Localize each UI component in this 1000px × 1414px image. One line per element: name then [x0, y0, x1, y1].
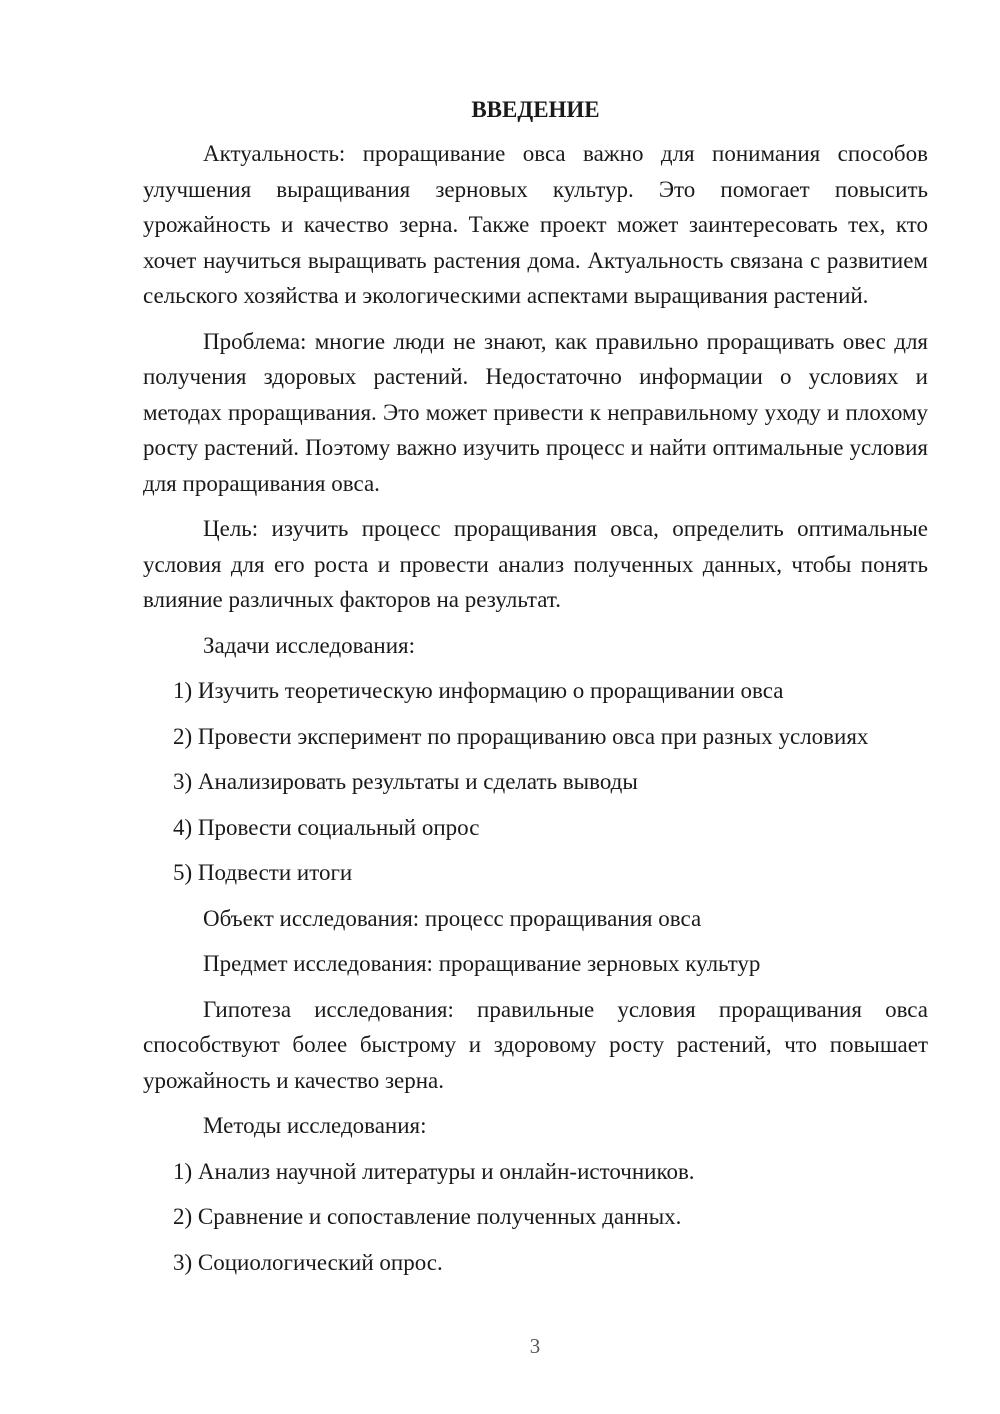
task-item-5: 5) Подвести итоги — [173, 860, 353, 885]
method-item-1: 1) Анализ научной литературы и онлайн-источников. — [173, 1158, 695, 1184]
task-item-1: 1) Изучить теоретическую информацию о проращивании овса — [173, 678, 784, 703]
hypothesis-paragraph: Гипотеза исследования: правильные условия проращивания овса способствуют более быстрому и здоровому росту растений, что повышает урожайность и качество зерна. — [143, 996, 928, 1093]
page-number: 3 — [529, 1334, 541, 1358]
document-page — [143, 95, 928, 1290]
problem-paragraph: Проблема: многие люди не знают, как правильно проращивать овес для получения здоровых растений. Недостаточно информации о условиях и методах проращивания. Это может привести к неправильному уходу и плохому росту растений. Поэтому важно изучить процесс и найти оптимальные условия для проращивания овса. — [143, 328, 928, 496]
methods-heading: Методы исследования: — [203, 1113, 427, 1138]
task-item-2: 2) Провести эксперимент по проращиванию овса при разных условиях — [173, 723, 869, 749]
section-title: ВВЕДЕНИЕ — [471, 97, 600, 122]
tasks-heading: Задачи исследования: — [203, 632, 416, 658]
method-item-2: 2) Сравнение и сопоставление полученных данных. — [173, 1204, 682, 1229]
research-subject: Предмет исследования: проращивание зерновых культур — [203, 951, 761, 976]
task-item-3: 3) Анализировать результаты и сделать выводы — [173, 769, 638, 794]
research-object: Объект исследования: процесс проращивания овса — [203, 905, 702, 931]
method-item-3: 3) Социологический опрос. — [173, 1249, 443, 1275]
task-item-4: 4) Провести социальный опрос — [173, 814, 480, 840]
goal-paragraph: Цель: изучить процесс проращивания овса, определить оптимальные условия для его роста и провести анализ полученных данных, чтобы понять влияние различных факторов на результат. — [143, 516, 928, 612]
relevance-paragraph: Актуальность: проращивание овса важно для понимания способов улучшения выращивания зерновых культур. Это помогает повысить урожайность и качество зерна. Также проект может заинтересовать тех, кто хочет научиться выращивать растения дома. Актуальность связана с развитием сельского хозяйства и экологическими аспектами выращивания растений. — [143, 141, 928, 308]
